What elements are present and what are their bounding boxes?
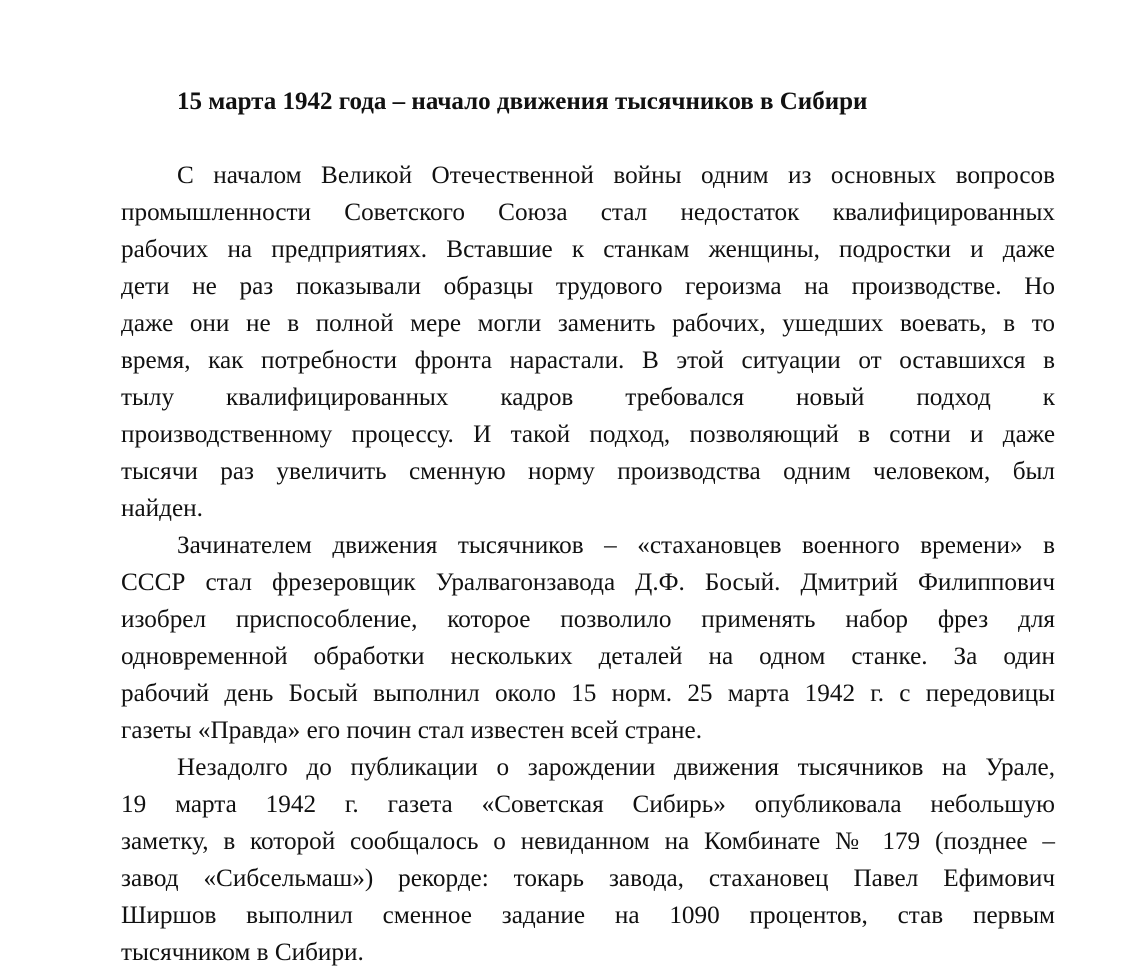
paragraph-line: 19 марта 1942 г. газета «Советская Сибирь» опубликовала небольшую xyxy=(121,791,1055,818)
paragraph-line: изобрел приспособление, которое позволило применять набор фрез для xyxy=(121,606,1055,633)
paragraph-line: Зачинателем движения тысячников – «стахановцев военного времени» в xyxy=(177,532,1055,559)
paragraph-line: газеты «Правда» его почин стал известен всей стране. xyxy=(121,717,702,744)
paragraph-2 xyxy=(121,527,1055,749)
paragraph-line: завод «Сибсельмаш») рекорде: токарь завода, стахановец Павел Ефимович xyxy=(121,865,1055,892)
paragraph-line: промышленности Советского Союза стал недостаток квалифицированных xyxy=(121,199,1055,226)
paragraph-line: заметку, в которой сообщалось о невиданном на Комбинате № 179 (позднее – xyxy=(121,828,1055,855)
document-body xyxy=(121,157,1055,971)
paragraph-line: рабочий день Босый выполнил около 15 норм. 25 марта 1942 г. с передовицы xyxy=(121,680,1055,707)
paragraph-line: найден. xyxy=(121,495,203,522)
paragraph-line: тылу квалифицированных кадров требовался новый подход к xyxy=(121,384,1055,411)
paragraph-line: время, как потребности фронта нарастали. В этой ситуации от оставшихся в xyxy=(121,347,1055,374)
document-page xyxy=(121,84,1055,971)
paragraph-line: рабочих на предприятиях. Вставшие к станкам женщины, подростки и даже xyxy=(121,236,1055,263)
paragraph-1 xyxy=(121,157,1055,527)
paragraph-line: тысячи раз увеличить сменную норму производства одним человеком, был xyxy=(121,458,1055,485)
paragraph-line: С началом Великой Отечественной войны одним из основных вопросов xyxy=(177,162,1055,189)
paragraph-line: производственному процессу. И такой подход, позволяющий в сотни и даже xyxy=(121,421,1055,448)
paragraph-line: дети не раз показывали образцы трудового героизма на производстве. Но xyxy=(121,273,1055,300)
paragraph-line: одновременной обработки нескольких деталей на одном станке. За один xyxy=(121,643,1055,670)
paragraph-line: Незадолго до публикации о зарождении движения тысячников на Урале, xyxy=(177,754,1055,781)
document-title: 15 марта 1942 года – начало движения тысячников в Сибири xyxy=(177,88,868,115)
paragraph-line: тысячником в Сибири. xyxy=(121,939,364,966)
paragraph-line: даже они не в полной мере могли заменить рабочих, ушедших воевать, в то xyxy=(121,310,1055,337)
paragraph-3 xyxy=(121,749,1055,971)
paragraph-line: Ширшов выполнил сменное задание на 1090 процентов, став первым xyxy=(121,902,1055,929)
paragraph-line: СССР стал фрезеровщик Уралвагонзавода Д.Ф. Босый. Дмитрий Филиппович xyxy=(121,569,1055,596)
